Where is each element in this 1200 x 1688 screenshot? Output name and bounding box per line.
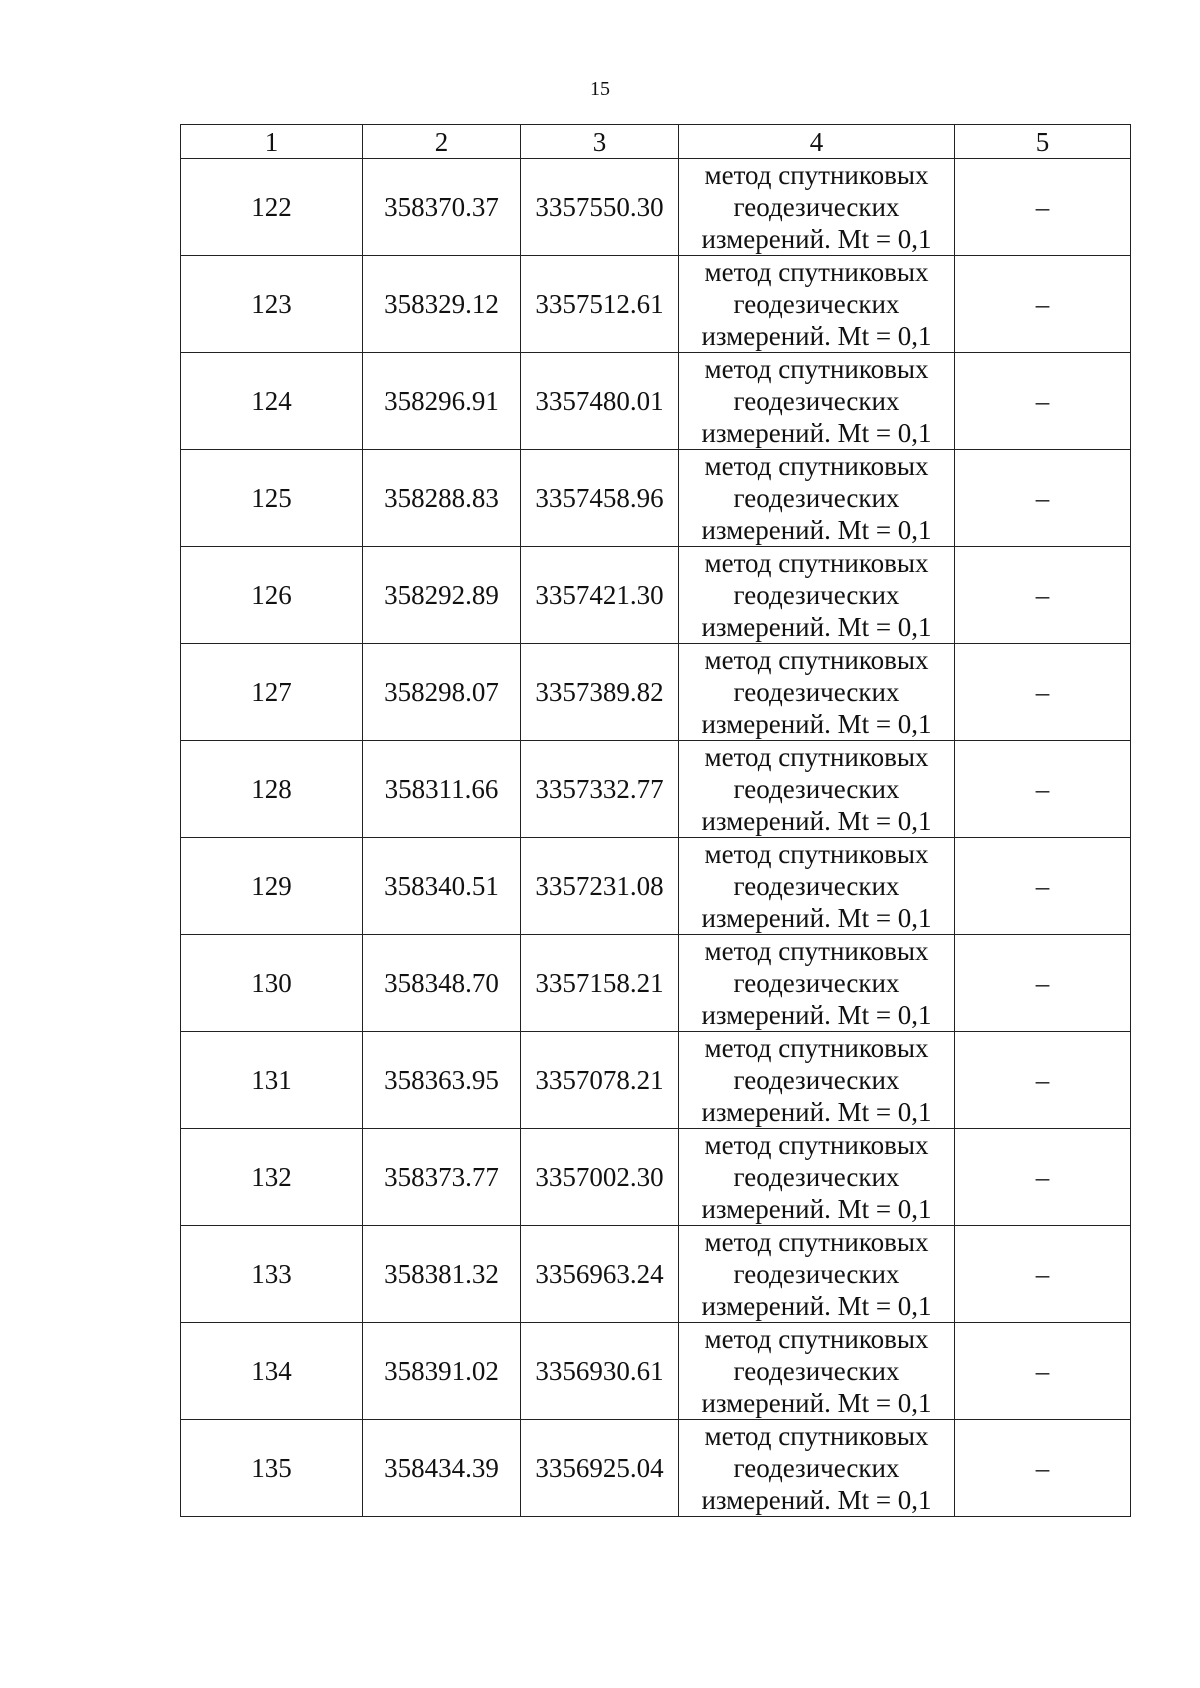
note-cell: –: [955, 547, 1131, 644]
note-cell: –: [955, 741, 1131, 838]
method-line: метод спутниковых: [704, 451, 929, 481]
x-coordinate-cell: 358292.89: [363, 547, 521, 644]
point-number-cell: 126: [181, 547, 363, 644]
method-cell: [679, 838, 955, 935]
method-line: геодезических: [733, 1162, 900, 1192]
column-header-4: 4: [679, 125, 955, 159]
method-line: метод спутниковых: [704, 839, 929, 869]
method-cell: [679, 547, 955, 644]
method-line: измерений. Mt = 0,1: [701, 709, 932, 739]
page-number: 15: [590, 78, 610, 100]
method-line: геодезических: [733, 774, 900, 804]
method-cell: [679, 353, 955, 450]
method-cell: [679, 644, 955, 741]
method-line: метод спутниковых: [704, 257, 929, 287]
method-line: измерений. Mt = 0,1: [701, 515, 932, 545]
y-coordinate-cell: 3357480.01: [521, 353, 679, 450]
table-row: [181, 1323, 1131, 1420]
x-coordinate-cell: 358434.39: [363, 1420, 521, 1517]
y-coordinate-cell: 3357421.30: [521, 547, 679, 644]
method-line: метод спутниковых: [704, 354, 929, 384]
coordinates-table: [180, 124, 1131, 1517]
table-row: [181, 741, 1131, 838]
method-line: измерений. Mt = 0,1: [701, 1194, 932, 1224]
y-coordinate-cell: 3357002.30: [521, 1129, 679, 1226]
note-cell: –: [955, 1323, 1131, 1420]
method-line: геодезических: [733, 1453, 900, 1483]
y-coordinate-cell: 3357158.21: [521, 935, 679, 1032]
point-number-cell: 132: [181, 1129, 363, 1226]
table-row: [181, 547, 1131, 644]
x-coordinate-cell: 358329.12: [363, 256, 521, 353]
method-line: измерений. Mt = 0,1: [701, 224, 932, 254]
y-coordinate-cell: 3356963.24: [521, 1226, 679, 1323]
column-header-5: 5: [955, 125, 1131, 159]
point-number-cell: 122: [181, 159, 363, 256]
method-line: метод спутниковых: [704, 645, 929, 675]
method-line: геодезических: [733, 192, 900, 222]
method-line: измерений. Mt = 0,1: [701, 418, 932, 448]
column-header-2: 2: [363, 125, 521, 159]
note-cell: –: [955, 159, 1131, 256]
method-line: метод спутниковых: [704, 1227, 929, 1257]
note-cell: –: [955, 935, 1131, 1032]
method-line: метод спутниковых: [704, 548, 929, 578]
method-line: измерений. Mt = 0,1: [701, 1000, 932, 1030]
y-coordinate-cell: 3357078.21: [521, 1032, 679, 1129]
method-line: измерений. Mt = 0,1: [701, 1485, 932, 1515]
method-line: метод спутниковых: [704, 160, 929, 190]
method-line: геодезических: [733, 677, 900, 707]
x-coordinate-cell: 358296.91: [363, 353, 521, 450]
y-coordinate-cell: 3356930.61: [521, 1323, 679, 1420]
note-cell: –: [955, 1226, 1131, 1323]
x-coordinate-cell: 358373.77: [363, 1129, 521, 1226]
method-line: геодезических: [733, 1259, 900, 1289]
method-cell: [679, 741, 955, 838]
method-line: геодезических: [733, 1065, 900, 1095]
method-line: измерений. Mt = 0,1: [701, 1388, 932, 1418]
method-cell: [679, 1323, 955, 1420]
table-row: [181, 450, 1131, 547]
table-body: [181, 159, 1131, 1517]
x-coordinate-cell: 358363.95: [363, 1032, 521, 1129]
point-number-cell: 125: [181, 450, 363, 547]
column-header-1: 1: [181, 125, 363, 159]
table-row: [181, 935, 1131, 1032]
method-line: измерений. Mt = 0,1: [701, 321, 932, 351]
method-cell: [679, 1032, 955, 1129]
method-cell: [679, 450, 955, 547]
point-number-cell: 124: [181, 353, 363, 450]
method-line: геодезических: [733, 871, 900, 901]
method-line: геодезических: [733, 1356, 900, 1386]
method-line: метод спутниковых: [704, 1130, 929, 1160]
note-cell: –: [955, 353, 1131, 450]
x-coordinate-cell: 358348.70: [363, 935, 521, 1032]
y-coordinate-cell: 3357231.08: [521, 838, 679, 935]
note-cell: –: [955, 1032, 1131, 1129]
method-line: метод спутниковых: [704, 936, 929, 966]
y-coordinate-cell: 3357550.30: [521, 159, 679, 256]
table-row: [181, 1226, 1131, 1323]
point-number-cell: 135: [181, 1420, 363, 1517]
x-coordinate-cell: 358288.83: [363, 450, 521, 547]
y-coordinate-cell: 3356925.04: [521, 1420, 679, 1517]
y-coordinate-cell: 3357332.77: [521, 741, 679, 838]
method-line: геодезических: [733, 289, 900, 319]
note-cell: –: [955, 256, 1131, 353]
method-line: геодезических: [733, 968, 900, 998]
point-number-cell: 134: [181, 1323, 363, 1420]
x-coordinate-cell: 358391.02: [363, 1323, 521, 1420]
method-line: измерений. Mt = 0,1: [701, 903, 932, 933]
table-row: [181, 644, 1131, 741]
point-number-cell: 127: [181, 644, 363, 741]
method-line: геодезических: [733, 483, 900, 513]
note-cell: –: [955, 1420, 1131, 1517]
table-row: [181, 1420, 1131, 1517]
method-line: метод спутниковых: [704, 1324, 929, 1354]
method-cell: [679, 256, 955, 353]
y-coordinate-cell: 3357458.96: [521, 450, 679, 547]
point-number-cell: 128: [181, 741, 363, 838]
method-line: измерений. Mt = 0,1: [701, 612, 932, 642]
method-line: измерений. Mt = 0,1: [701, 806, 932, 836]
y-coordinate-cell: 3357389.82: [521, 644, 679, 741]
method-cell: [679, 1129, 955, 1226]
x-coordinate-cell: 358298.07: [363, 644, 521, 741]
note-cell: –: [955, 450, 1131, 547]
point-number-cell: 129: [181, 838, 363, 935]
point-number-cell: 130: [181, 935, 363, 1032]
method-line: метод спутниковых: [704, 1421, 929, 1451]
x-coordinate-cell: 358381.32: [363, 1226, 521, 1323]
x-coordinate-cell: 358340.51: [363, 838, 521, 935]
method-line: измерений. Mt = 0,1: [701, 1097, 932, 1127]
note-cell: –: [955, 644, 1131, 741]
table-header-row: [181, 125, 1131, 159]
point-number-cell: 123: [181, 256, 363, 353]
point-number-cell: 131: [181, 1032, 363, 1129]
table-row: [181, 838, 1131, 935]
method-cell: [679, 1226, 955, 1323]
method-cell: [679, 1420, 955, 1517]
point-number-cell: 133: [181, 1226, 363, 1323]
column-header-3: 3: [521, 125, 679, 159]
method-cell: [679, 935, 955, 1032]
table-row: [181, 1129, 1131, 1226]
table-row: [181, 159, 1131, 256]
method-line: геодезических: [733, 386, 900, 416]
y-coordinate-cell: 3357512.61: [521, 256, 679, 353]
note-cell: –: [955, 838, 1131, 935]
x-coordinate-cell: 358370.37: [363, 159, 521, 256]
table-row: [181, 256, 1131, 353]
method-line: метод спутниковых: [704, 1033, 929, 1063]
method-line: измерений. Mt = 0,1: [701, 1291, 932, 1321]
table-row: [181, 353, 1131, 450]
x-coordinate-cell: 358311.66: [363, 741, 521, 838]
method-cell: [679, 159, 955, 256]
note-cell: –: [955, 1129, 1131, 1226]
method-line: геодезических: [733, 580, 900, 610]
table-row: [181, 1032, 1131, 1129]
method-line: метод спутниковых: [704, 742, 929, 772]
